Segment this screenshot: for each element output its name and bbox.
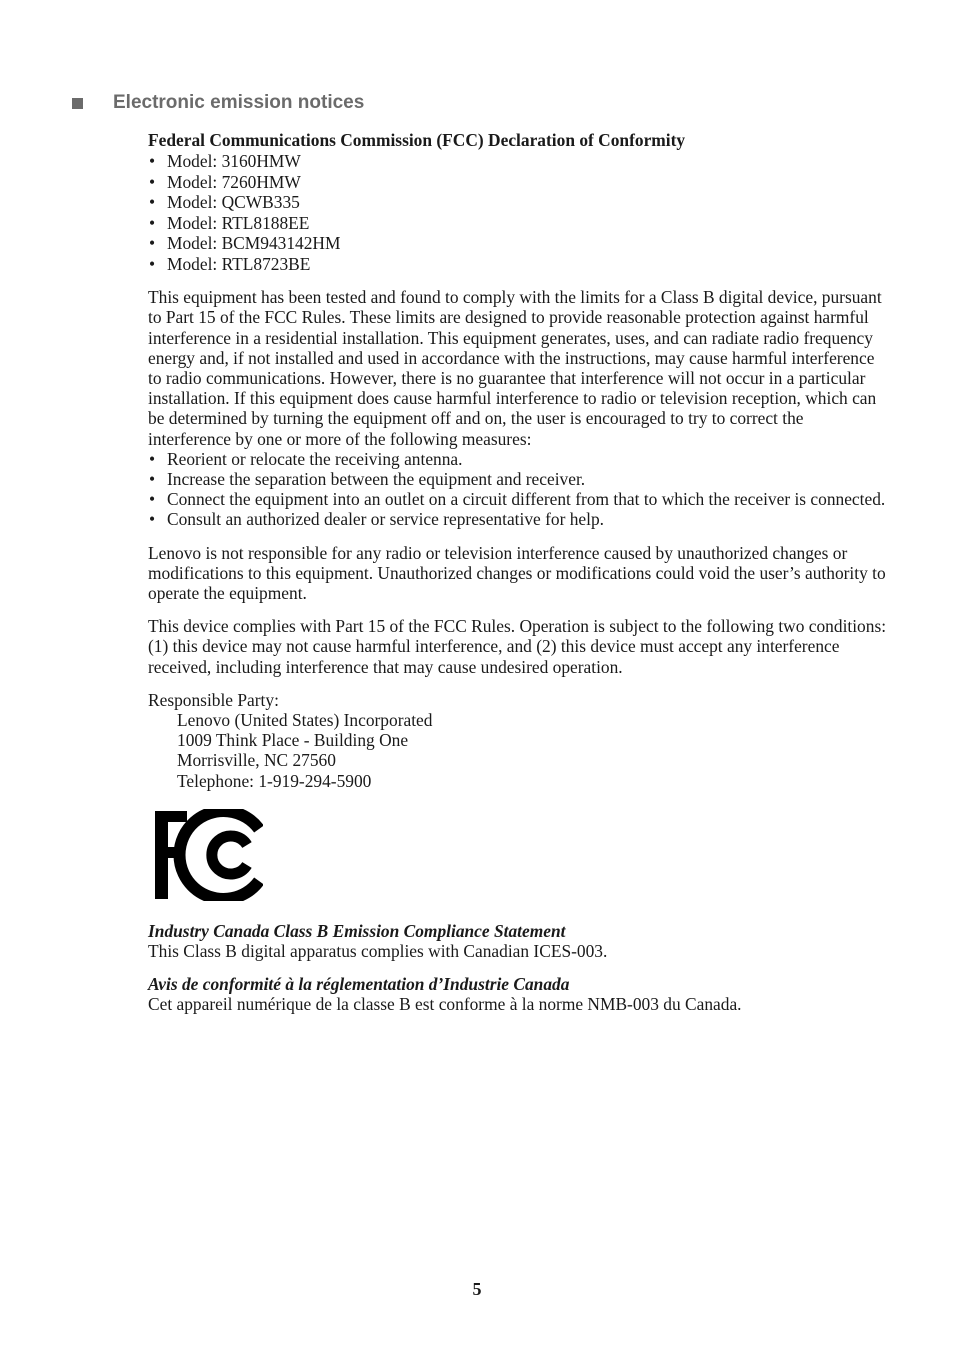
fcc-paragraph-1: This equipment has been tested and found to comply with the limits for a Class B digital device, pursuant to Part 15 of the FCC Rules. These limits are designed to provide reasonable protection against harmful interference in a residential installation. This equipment generates, uses, and can radiate radio frequency energy and, if not installed and used in accordance with the instructions, may cause harmful interference to radio communications. However, there is no guarantee that interference will not occur in a particular installation. If this equipment does cause harmful interference to radio or television reception, which can be determined by turning the equipment off and on, the user is encouraged to try to correct the interference by one or more of the following measures: [148,287,882,449]
responsible-party-line: Telephone: 1-919-294-5900 [177,770,372,791]
model-item: • Model: RTL8723BE [148,254,888,275]
responsible-party-line: Morrisville, NC 27560 [177,750,336,771]
model-item: • Model: RTL8188EE [148,213,888,234]
section-title: Electronic emission notices [113,92,365,113]
fcc-paragraph-2: Lenovo is not responsible for any radio or television interference caused by unauthorized changes or modifications to this equipment. Unauthorized changes or modifications could void the user’s authority to operate the equipment. [148,542,886,604]
fcc-title: Federal Communications Commission (FCC) Declaration of Conformity [148,130,686,150]
measure-item: • Consult an authorized dealer or service representative for help. [148,509,888,529]
canada-title: Industry Canada Class B Emission Compliance Statement [148,920,566,941]
page-content [148,130,888,1015]
measures-list [148,449,888,530]
model-item: • Model: QCWB335 [148,192,888,213]
responsible-party-line: Lenovo (United States) Incorporated [177,710,433,731]
model-item: • Model: 7260HMW [148,172,888,193]
canada-fr-text: Cet appareil numérique de la classe B est conforme à la norme NMB-003 du Canada. [148,994,742,1015]
responsible-party-line: 1009 Think Place - Building One [177,730,409,751]
page-number: 5 [472,1279,482,1299]
model-item: • Model: 3160HMW [148,151,888,172]
measure-item: • Reorient or relocate the receiving antenna. [148,449,888,469]
section-heading [72,92,364,114]
fcc-logo-icon [153,809,263,901]
fcc-paragraph-3: This device complies with Part 15 of the FCC Rules. Operation is subject to the following two conditions: (1) this device may not cause harmful interference, and (2) this device must accept any interference received, including interference that may cause undesired operation. [148,616,887,677]
square-bullet-icon [72,98,83,109]
responsible-party-label: Responsible Party: [148,689,279,710]
measure-item: • Increase the separation between the equipment and receiver. [148,469,888,489]
canada-fr-title: Avis de conformité à la réglementation d’Industrie Canada [148,974,570,995]
model-list [148,151,888,274]
measure-item: • Connect the equipment into an outlet on a circuit different from that to which the receiver is connected. [148,489,888,509]
canada-text: This Class B digital apparatus complies with Canadian ICES-003. [148,941,608,962]
model-item: • Model: BCM943142HM [148,233,888,254]
